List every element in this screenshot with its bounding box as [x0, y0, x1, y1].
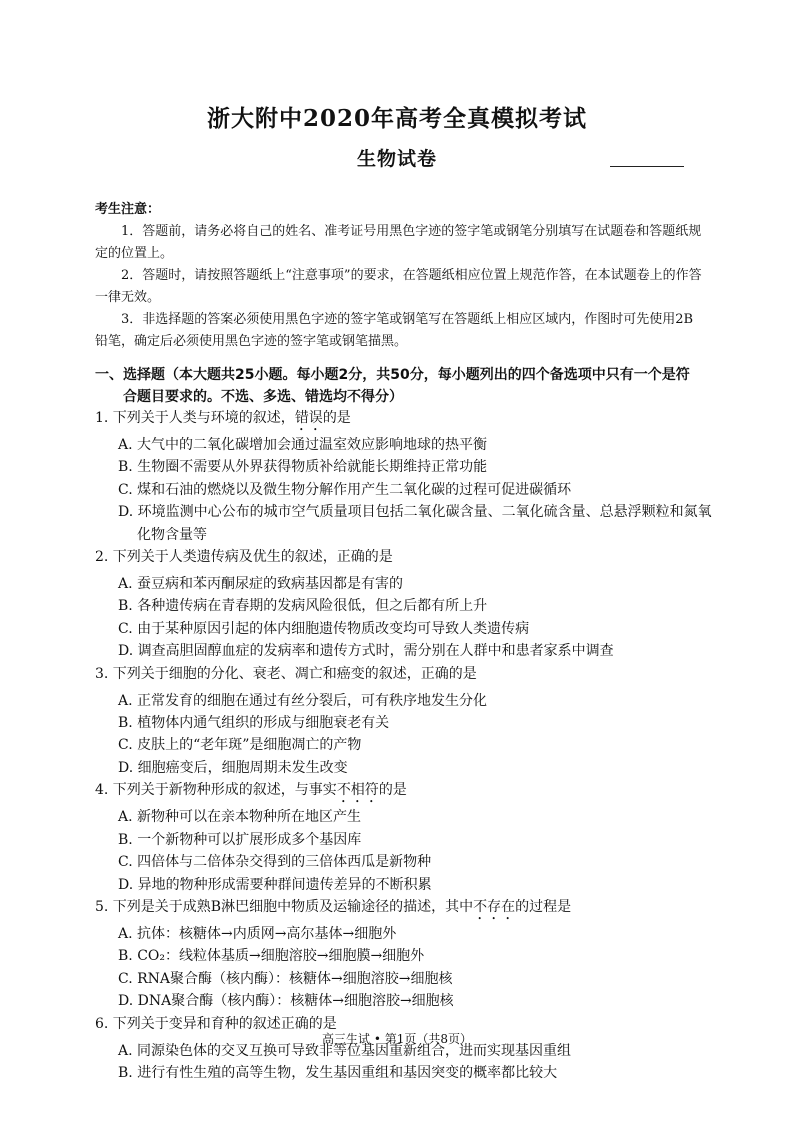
answer-option: B. 植物体内通气组织的形成与细胞衰老有关	[118, 715, 390, 732]
answer-option: B. 进行有性生殖的高等生物，发生基因重组和基因突变的概率都比较大	[118, 1064, 558, 1081]
question-list	[95, 407, 715, 1084]
question-stem-emphasis: 不相符	[336, 782, 379, 799]
question-stem-text: 的过程是	[515, 898, 572, 915]
page-title: 浙大附中2020年高考全真模拟考试	[206, 105, 587, 132]
question-stem-text: 6. 下列关于变异和育种的叙述正确的是	[95, 1015, 337, 1032]
page-footer: 高三生试 • 第1页（共8页）	[322, 1032, 472, 1046]
question-stem-text: 1. 下列关于人类与环境的叙述，	[95, 410, 295, 426]
question-stem-text: 的是	[322, 410, 351, 426]
answer-option: C. 由于某种原因引起的体内细胞遗传物质改变均可导致人类遗传病	[118, 620, 530, 637]
question-stem	[95, 546, 715, 573]
answer-option: D. 细胞癌变后，细胞周期未发生改变	[118, 759, 348, 776]
answer-option: C. RNA聚合酶（核内酶）：核糖体→细胞溶胶→细胞核	[118, 970, 453, 987]
notice-item: 3．非选择题的答案必须使用黑色字迹的签字笔或钢笔写在答题纸上相应区域内，作图时可先使用2B铅笔，确定后必须使用黑色字迹的签字笔或钢笔描黑。	[95, 312, 694, 349]
answer-option: B. CO₂：线粒体基质→细胞溶胶→细胞膜→细胞外	[118, 948, 425, 965]
answer-option: B. 各种遗传病在青春期的发病风险很低，但之后都有所上升	[118, 598, 488, 615]
answer-option: D. 调查高胆固醇血症的发病率和遗传方式时，需分别在人群中和患者家系中调查	[118, 643, 614, 660]
answer-option: A. 大气中的二氧化碳增加会通过温室效应影响地球的热平衡	[118, 437, 488, 453]
answer-option: B. 生物圈不需要从外界获得物质补给就能长期维持正常功能	[118, 459, 488, 476]
notice-heading: 考生注意：	[95, 202, 161, 217]
question-stem	[95, 407, 715, 434]
answer-option: C. 四倍体与二倍体杂交得到的三倍体西瓜是新物种	[118, 854, 432, 871]
answer-option: C. 皮肤上的“老年斑”是细胞凋亡的产物	[118, 737, 362, 754]
question-stem	[95, 779, 715, 806]
answer-option: D. 环境监测中心公布的城市空气质量项目包括二氧化碳含量、二氧化硫含量、总悬浮颗粒和氮氧化物含量等	[118, 504, 712, 543]
section-heading-line: 一、选择题（本大题共25小题。每小题2分，共50分，每小题列出的四个备选项中只有一个是符	[95, 367, 690, 383]
section-heading	[95, 364, 715, 408]
answer-option: D. 异地的物种形成需要种群间遗传差异的不断积累	[118, 876, 432, 893]
question-stem-text: 5. 下列是关于成熟B淋巴细胞中物质及运输途径的描述，其中	[95, 898, 474, 915]
question-stem-emphasis: 错误	[294, 410, 323, 426]
blank-underline	[610, 166, 684, 167]
answer-option: B. 一个新物种可以扩展形成多个基因库	[118, 831, 362, 848]
question-stem	[95, 663, 715, 690]
answer-option: A. 抗体：核糖体→内质网→高尔基体→细胞外	[118, 925, 397, 942]
question-stem-text: 的是	[378, 782, 407, 799]
notice-block	[95, 199, 705, 353]
question-stem-text: 2. 下列关于人类遗传病及优生的叙述，正确的是	[95, 549, 393, 566]
question-stem-text: 3. 下列关于细胞的分化、衰老、凋亡和癌变的叙述，正确的是	[95, 665, 477, 682]
answer-option: A. 新物种可以在亲本物种所在地区产生	[118, 809, 362, 826]
question-stem	[95, 896, 715, 923]
answer-option: A. 正常发育的细胞在通过有丝分裂后，可有秩序地发生分化	[118, 692, 488, 709]
subject-title: 生物试卷	[356, 148, 437, 170]
answer-option: A. 蚕豆病和苯丙酮尿症的致病基因都是有害的	[118, 576, 404, 593]
answer-option: D. DNA聚合酶（核内酶）：核糖体→细胞溶胶→细胞核	[118, 993, 454, 1010]
notice-item: 1．答题前，请务必将自己的姓名、准考证号用黑色字迹的签字笔或钢笔分别填写在试题卷和答题纸规定的位置上。	[95, 224, 702, 261]
answer-option: A. 同源染色体的交叉互换可导致非等位基因重新组合，进而实现基因重组	[118, 1042, 572, 1059]
answer-option: C. 煤和石油的燃烧以及微生物分解作用产生二氧化碳的过程可促进碳循环	[118, 481, 572, 498]
notice-item: 2．答题时，请按照答题纸上“注意事项”的要求，在答题纸相应位置上规范作答，在本试题卷上的作答一律无效。	[95, 268, 702, 305]
question-stem-emphasis: 不存在	[473, 898, 516, 915]
question-stem-text: 4. 下列关于新物种形成的叙述，与事实	[95, 782, 337, 799]
section-heading-line: 合题目要求的。不选、多选、错选均不得分）	[123, 389, 403, 405]
